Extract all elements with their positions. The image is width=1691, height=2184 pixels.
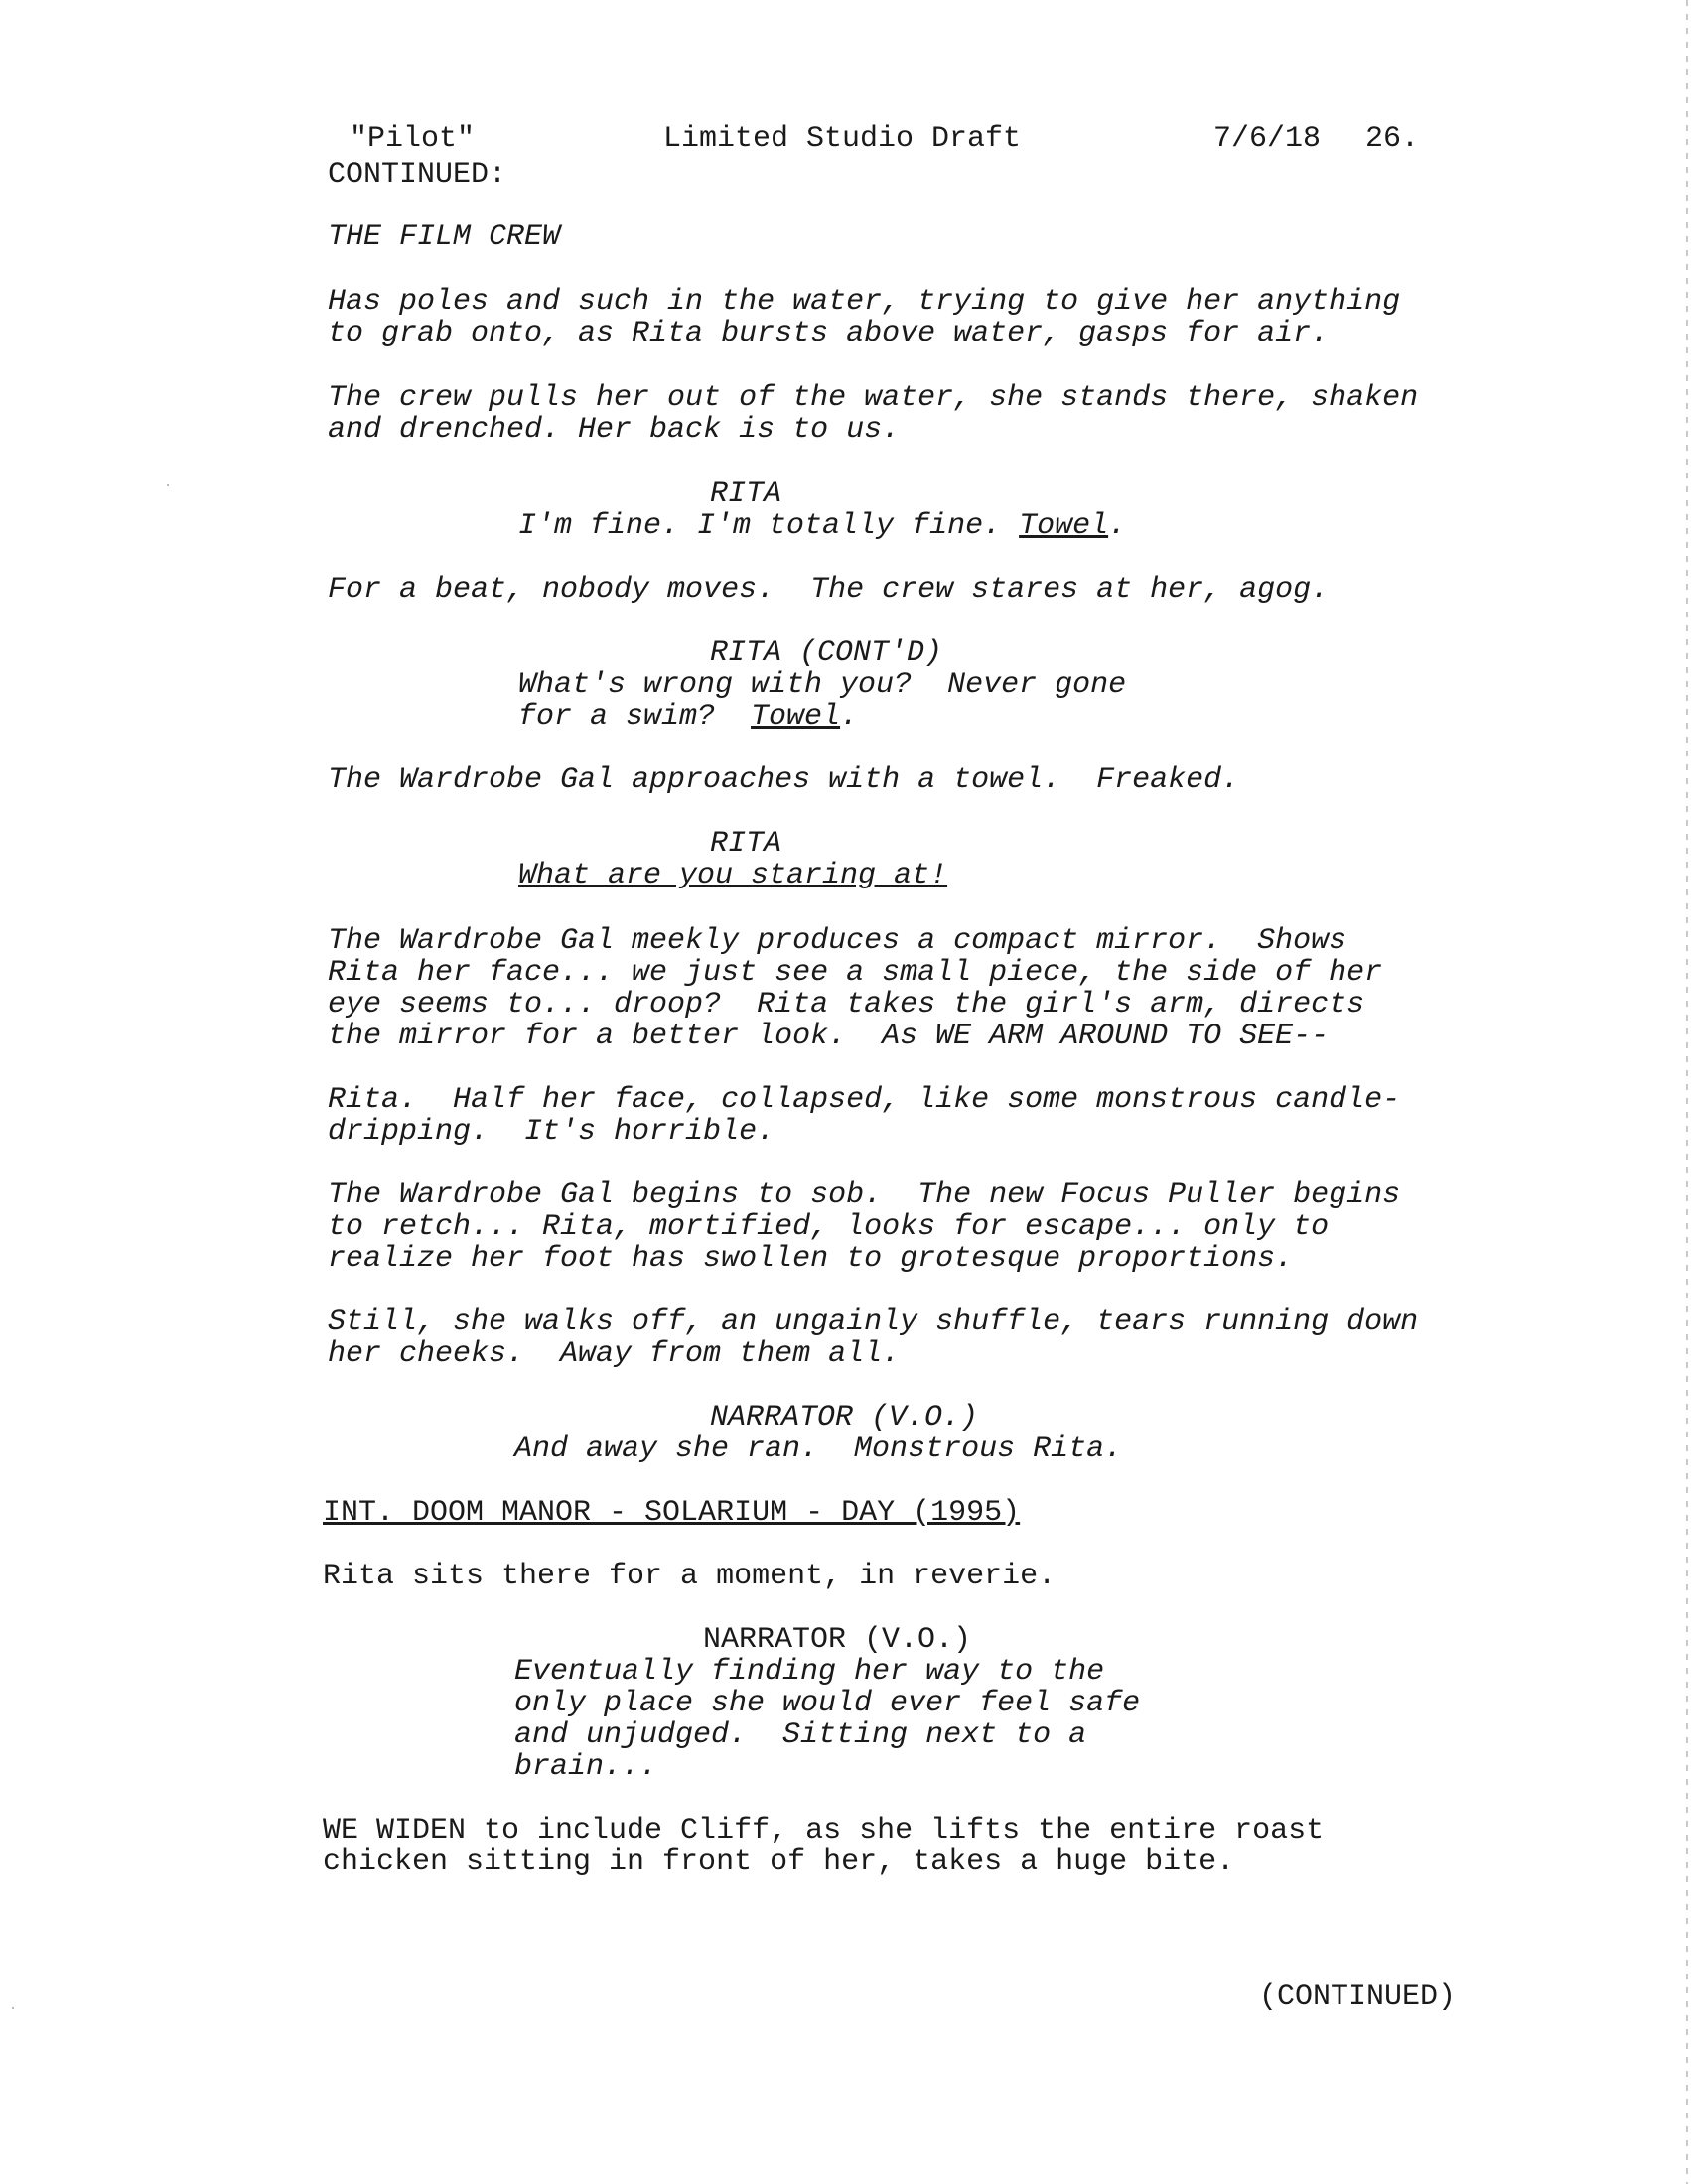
action-line: The crew pulls her out of the water, she stands there, shaken [328,381,1419,415]
action-line: The Wardrobe Gal begins to sob. The new Focus Puller begins [328,1178,1401,1212]
dialogue-line: And away she ran. Monstrous Rita. [514,1433,1123,1466]
dialogue-text: . [1108,509,1127,543]
dialogue-text: I'm fine. I'm totally fine. [518,509,1020,543]
action-line: Rita her face... we just see a small piece, the side of her [328,956,1383,990]
dialogue-text: . [840,700,859,734]
dialogue-line: What's wrong with you? Never gone [518,668,1127,702]
dialogue-line [518,510,1126,542]
header-draft: Limited Studio Draft [663,122,1022,156]
dialogue-emphasis: Towel [1019,509,1109,543]
action-line: to grab onto, as Rita bursts above water, gasps for air. [328,317,1330,350]
action-line: dripping. It's horrible. [328,1115,775,1149]
action-line: The Wardrobe Gal approaches with a towel. Freaked. [328,763,1240,797]
dialogue-line: and unjudged. Sitting next to a [514,1718,1087,1752]
dialogue-line: Eventually finding her way to the [514,1655,1105,1689]
action-line: THE FILM CREW [328,220,561,254]
action-line: For a beat, nobody moves. The crew stares at her, agog. [328,573,1330,607]
scan-speck [167,484,169,486]
action-line: her cheeks. Away from them all. [328,1337,901,1371]
scene-heading: INT. DOOM MANOR - SOLARIUM - DAY (1995) [323,1496,1021,1530]
character-name: RITA [710,478,782,511]
footer-continued: (CONTINUED) [1259,1980,1457,2014]
action-line: to retch... Rita, mortified, looks for escape... only to [328,1210,1330,1244]
dialogue-line: only place she would ever feel safe [514,1687,1141,1720]
character-name: RITA (CONT'D) [710,636,943,670]
character-name: NARRATOR (V.O.) [703,1623,972,1657]
dialogue-emphasis: Towel [751,700,841,734]
scan-speck [12,2007,14,2009]
header-date: 7/6/18 [1213,122,1322,156]
header-continued: CONTINUED: [328,158,507,192]
action-line: Still, she walks off, an ungainly shuffle, tears running down [328,1305,1419,1339]
action-line: The Wardrobe Gal meekly produces a compact mirror. Shows [328,924,1347,958]
character-name: RITA [710,827,782,861]
action-line: eye seems to... droop? Rita takes the girl's arm, directs [328,988,1365,1022]
action-line: the mirror for a better look. As WE ARM AROUND TO SEE-- [328,1020,1330,1053]
dialogue-line: brain... [514,1750,658,1784]
character-name: NARRATOR (V.O.) [710,1401,979,1434]
action-line: chicken sitting in front of her, takes a huge bite. [323,1845,1235,1879]
action-line: Has poles and such in the water, trying to give her anything [328,285,1401,319]
dialogue-line: What are you staring at! [518,859,948,892]
action-line: and drenched. Her back is to us. [328,413,901,447]
action-line: realize her foot has swollen to grotesque proportions. [328,1242,1294,1276]
action-line: WE WIDEN to include Cliff, as she lifts the entire roast [323,1814,1325,1847]
header-page-number: 26. [1365,122,1420,156]
header-title: "Pilot" [350,122,476,156]
dialogue-text: for a swim? [518,700,752,734]
action-line: Rita. Half her face, collapsed, like some monstrous candle- [328,1083,1401,1117]
action-line: Rita sits there for a moment, in reverie. [323,1560,1057,1593]
dialogue-line [518,701,858,733]
scan-edge-artifact [1686,0,1688,2184]
